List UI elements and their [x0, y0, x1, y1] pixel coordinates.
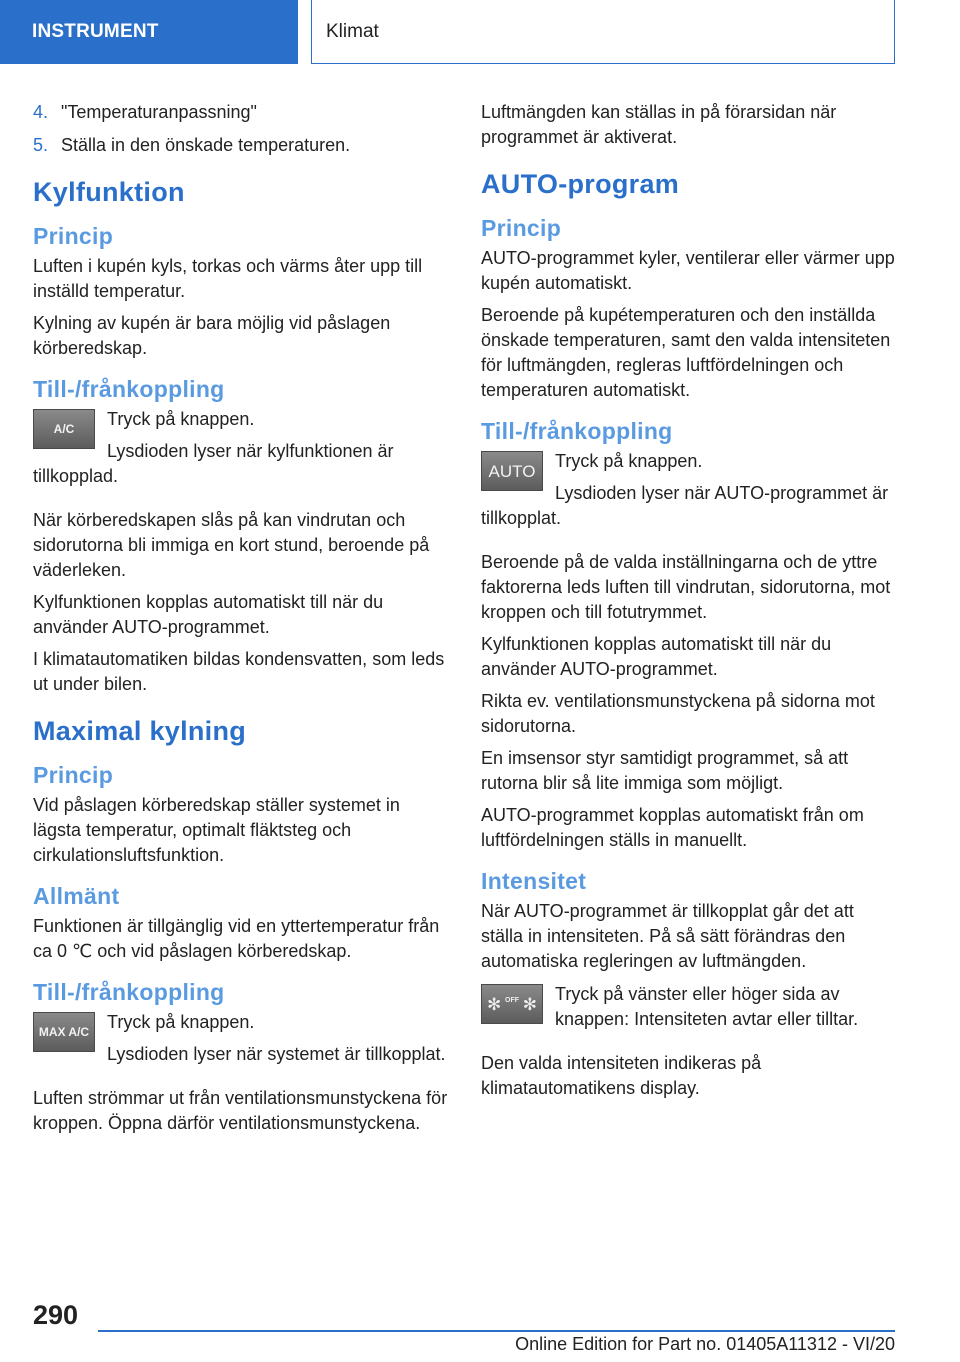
fan-button-instruction: [481, 982, 899, 1039]
chapter-tab: [311, 0, 895, 64]
paragraph: Beroende på kupétemperaturen och den inställda önskade temperaturen, samt den valda intensiteten för luftmängden, regleras luftfördelningen och temperaturen automatiskt.: [481, 305, 891, 400]
subheading-princip: Princip: [33, 762, 114, 788]
section-label: INSTRUMENT: [32, 21, 159, 42]
paragraph: Vid påslagen körberedskap ställer systemet in lägsta temperatur, optimalt fläktsteg och cirkulationsluftsfunktion.: [33, 795, 400, 865]
paragraph: När AUTO-programmet är tillkopplat går det att ställa in intensiteten. På så sätt förändras den automatiska regleringen av luftmängden.: [481, 901, 854, 971]
chapter-label: Klimat: [326, 20, 379, 42]
fan-icon: ✻: [487, 994, 502, 1014]
step-list: [33, 100, 451, 158]
paragraph: Tryck på knappen.: [107, 409, 255, 429]
paragraph: Luften strömmar ut från ventilationsmunstyckena för kroppen. Öppna därför ventilationsmunstyckena.: [33, 1088, 448, 1133]
step-number: 5.: [33, 135, 49, 155]
auto-button-icon: [481, 451, 543, 491]
heading-maximal-kylning: Maximal kylning: [33, 716, 247, 746]
list-item: [33, 133, 451, 158]
paragraph: Lysdioden lyser när kylfunktionen är tillkopplad.: [33, 441, 394, 486]
right-column: [481, 100, 899, 1108]
auto-button-label: AUTO: [488, 461, 536, 481]
fan-icon: ✻: [522, 994, 537, 1014]
page-number: 290: [33, 1300, 79, 1330]
subheading-toggle: Till-/frånkoppling: [33, 376, 225, 402]
paragraph: AUTO-programmet kyler, ventilerar eller värmer upp kupén automatiskt.: [481, 248, 895, 293]
paragraph: Funktionen är tillgänglig vid en yttertemperatur från ca 0 ℃ och vid påslagen körberedskap.: [33, 916, 440, 961]
paragraph: Tryck på knappen.: [555, 451, 703, 471]
max-ac-button-label: MAX A/C: [38, 1024, 90, 1039]
step-text: "Temperaturanpassning": [61, 102, 257, 122]
paragraph: Kylning av kupén är bara möjlig vid påslagen körberedskap.: [33, 313, 391, 358]
ac-button-label: A/C: [53, 421, 75, 436]
heading-kylfunktion: Kylfunktion: [33, 177, 185, 207]
paragraph: Luftmängden kan ställas in på förarsidan när programmet är aktiverat.: [481, 102, 837, 147]
subheading-princip: Princip: [33, 223, 114, 249]
paragraph: Luften i kupén kyls, torkas och värms åter upp till inställd temperatur.: [33, 256, 423, 301]
paragraph: När körberedskapen slås på kan vindrutan och sidorutorna bli immiga en kort stund, beroende på väderleken.: [33, 510, 430, 580]
section-tab: [0, 0, 298, 64]
paragraph: Lysdioden lyser när AUTO-programmet är tillkopplat.: [481, 483, 889, 528]
step-number: 4.: [33, 102, 49, 122]
paragraph: Rikta ev. ventilationsmunstyckena på sidorna mot sidorutorna.: [481, 691, 875, 736]
subheading-toggle: Till-/frånkoppling: [481, 418, 673, 444]
auto-button-instruction: [481, 449, 899, 538]
paragraph: I klimatautomatiken bildas kondensvatten, som leds ut under bilen.: [33, 649, 445, 694]
heading-auto-program: AUTO-program: [481, 169, 680, 199]
edition-text: Online Edition for Part no. 01405A11312 - VI/20: [515, 1334, 895, 1354]
ac-button-instruction: [33, 407, 451, 496]
subheading-toggle: Till-/frånkoppling: [33, 979, 225, 1005]
step-text: Ställa in den önskade temperaturen.: [61, 135, 351, 155]
paragraph: Lysdioden lyser när systemet är tillkopplat.: [107, 1044, 446, 1064]
subheading-princip: Princip: [481, 215, 562, 241]
paragraph: Den valda intensiteten indikeras på klimatautomatikens display.: [481, 1053, 762, 1098]
max-ac-button-instruction: [33, 1010, 451, 1074]
fan-intensity-button-icon: [481, 984, 543, 1024]
paragraph: Beroende på de valda inställningarna och de yttre faktorerna leds luften till vindrutan, sidorutorna, mot kroppen och till fotutrymmet.: [481, 552, 891, 622]
paragraph: Kylfunktionen kopplas automatiskt till när du använder AUTO-programmet.: [33, 592, 384, 637]
fan-off-label: OFF: [505, 997, 519, 1004]
left-column: [33, 100, 451, 1143]
ac-button-icon: [33, 409, 95, 449]
paragraph: AUTO-programmet kopplas automatiskt från om luftfördelningen ställs in manuellt.: [481, 805, 864, 850]
paragraph: Tryck på vänster eller höger sida av knappen: Intensiteten avtar eller tilltar.: [555, 984, 859, 1029]
list-item: [33, 100, 451, 125]
subheading-intensitet: Intensitet: [481, 868, 587, 894]
max-ac-button-icon: [33, 1012, 95, 1052]
paragraph: Kylfunktionen kopplas automatiskt till när du använder AUTO-programmet.: [481, 634, 832, 679]
subheading-allmant: Allmänt: [33, 883, 120, 909]
paragraph: Tryck på knappen.: [107, 1012, 255, 1032]
paragraph: En imsensor styr samtidigt programmet, så att rutorna blir så lite immiga som möjligt.: [481, 748, 849, 793]
footer-divider: [98, 1330, 895, 1332]
